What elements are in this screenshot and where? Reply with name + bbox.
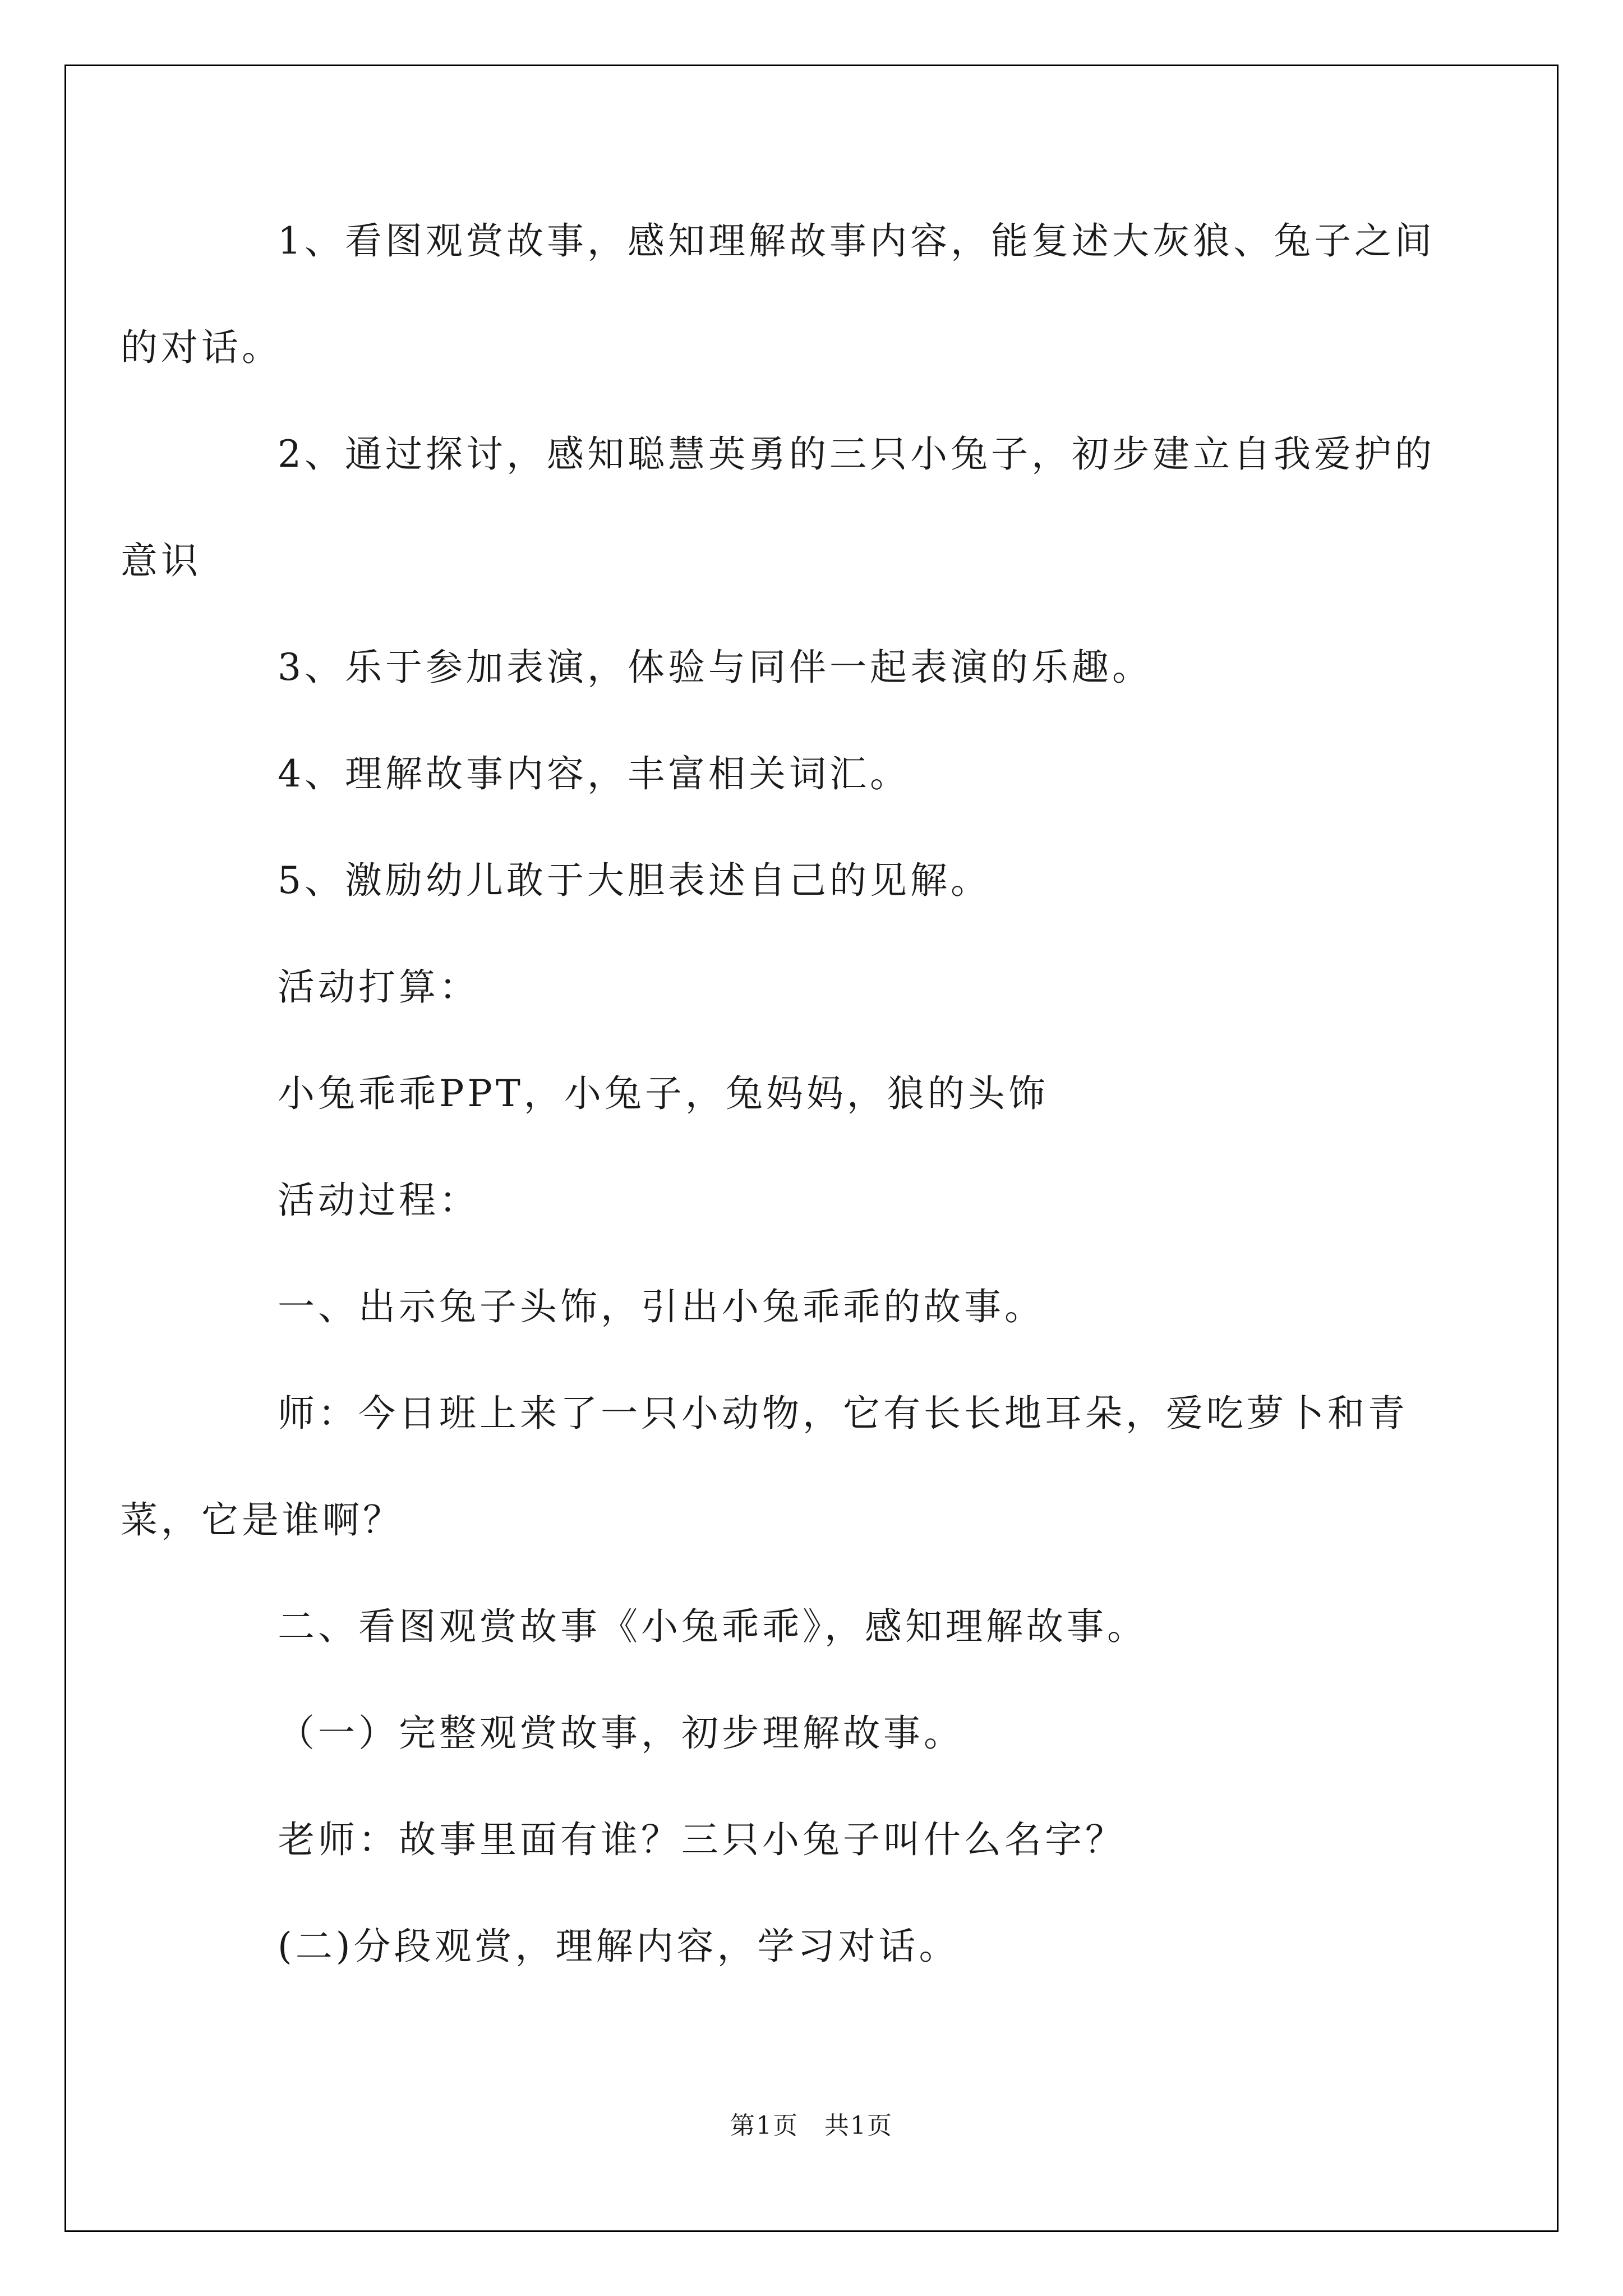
paragraph-substep-1 [199,1700,1433,1806]
text-line: 2、通过探讨，感知聪慧英勇的三只小兔子，初步建立自我爱护的 [278,432,1435,476]
text-line: 4、理解故事内容，丰富相关词汇。 [278,752,910,795]
paragraph-goal-1 [121,208,1435,421]
text-line: 意识 [121,539,201,582]
text-line: (二)分段观赏，理解内容，学习对话。 [278,1925,960,1968]
text-line: 师：今日班上来了一只小动物，它有长长地耳朵，爱吃萝卜和青 [278,1392,1408,1435]
section-heading-preparation [199,954,1433,1060]
document-body [121,208,1435,2019]
text-line: 二、看图观赏故事《小兔乖乖》，感知理解故事。 [278,1605,1147,1648]
text-line: 3、乐于参加表演，体验与同伴一起表演的乐趣。 [278,646,1152,689]
text-line: 的对话。 [121,326,282,369]
paragraph-step-1 [199,1273,1433,1380]
text-line: 1、看图观赏故事，感知理解故事内容，能复述大灰狼、兔子之间 [278,219,1435,263]
text-line: 活动打算： [278,965,479,1009]
paragraph-materials [199,1060,1433,1167]
text-line: （一）完整观赏故事，初步理解故事。 [278,1711,964,1755]
paragraph-goal-5 [199,847,1433,954]
paragraph-step-2 [199,1593,1433,1700]
paragraph-goal-3 [199,634,1433,740]
text-line: 小兔乖乖PPT，小兔子，兔妈妈，狼的头饰 [278,1072,1049,1115]
paragraph-goal-4 [199,740,1433,847]
text-line: 老师：故事里面有谁？三只小兔子叫什么名字？ [278,1818,1126,1861]
paragraph-goal-2 [121,421,1435,634]
paragraph-teacher-question-2 [199,1806,1433,1913]
text-line: 活动过程： [278,1179,479,1222]
section-heading-process [199,1167,1433,1273]
text-line: 一、出示兔子头饰，引出小兔乖乖的故事。 [278,1285,1045,1328]
text-line: 菜，它是谁啊？ [121,1498,403,1542]
page-number-footer: 第1页 共1页 [730,2111,893,2140]
text-line: 5、激励幼儿敢于大胆表述自己的见解。 [278,859,991,902]
paragraph-teacher-question [121,1380,1433,1593]
paragraph-substep-2 [199,1913,1433,2019]
